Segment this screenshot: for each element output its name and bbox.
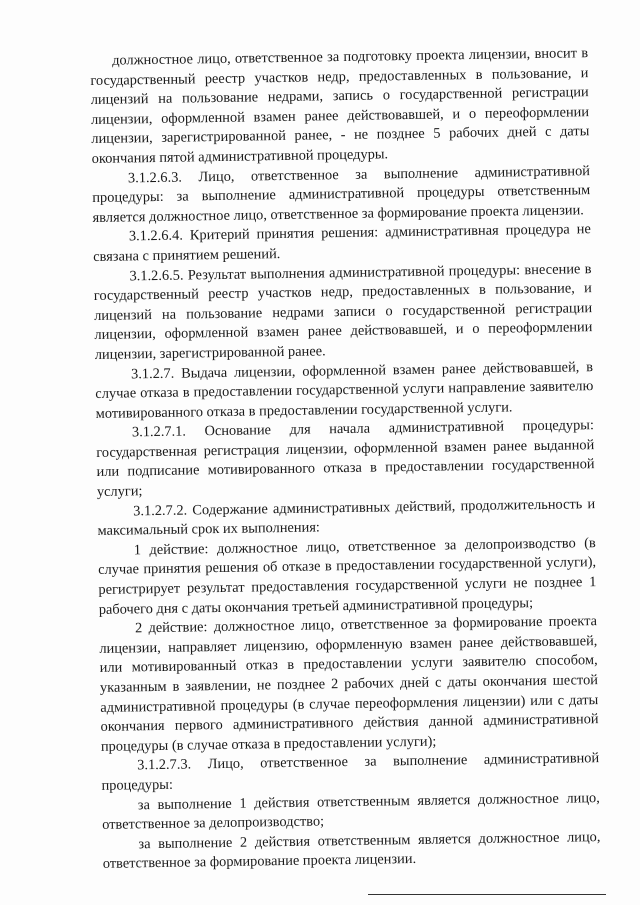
- paragraph: 2 действие: должностное лицо, ответственное за формирование проекта лицензии, направляет лицензию, оформленную взамен ранее действовавшей, или мотивированный отказ в предоставлении услуги заявителю способом, указанным в заявлении, не позднее 2 рабочих дней с даты окончания шестой административной процедуры (в случае переоформления лицензии) или с даты окончания первого административного действия данной административной процедуры (в случае отказа в предоставлении услуги);: [99, 613, 599, 755]
- paragraph: за выполнение 2 действия ответственным является должностное лицо, ответственное за формирование проекта лицензии.: [102, 828, 601, 873]
- paragraph: 3.1.2.7. Выдача лицензии, оформленной взамен ранее действовавшей, в случае отказа в предоставлении государственной услуги направление заявителю мотивированного отказа в предоставлении государственной услуги.: [95, 358, 594, 422]
- paragraph: 3.1.2.7.3. Лицо, ответственное за выполнение административной процедуры:: [101, 750, 600, 794]
- document-body: [90, 44, 601, 875]
- paragraph: 3.1.2.6.4. Критерий принятия решения: административная процедура не связана с принятием решений.: [93, 221, 591, 265]
- paragraph: 3.1.2.7.1. Основание для начала административной процедуры: государственная регистрация лицензии, оформленной взамен ранее выданной или подписание мотивированного отказа в предоставлении государственной услуги;: [96, 417, 595, 501]
- paragraph: 3.1.2.7.2. Содержание административных действий, продолжительность и максимальный срок их выполнения:: [97, 495, 596, 540]
- paragraph: за выполнение 1 действия ответственным является должностное лицо, ответственное за делопроизводство;: [102, 789, 600, 834]
- paragraph: 3.1.2.6.5. Результат выполнения административной процедуры: внесение в государственный реестр участков недр, предоставленных в пользование, и лицензий на пользование недрами записи о государственной регистрации лицензии, оформленной взамен ранее действовавшей, и о переоформлении лицензии, зарегистрированной ранее.: [93, 260, 593, 363]
- paragraph: должностное лицо, ответственное за подготовку проекта лицензии, вносит в государственный реестр участков недр, предоставленных в пользование, и лицензий на пользование недрами, запись о государственной регистрации лицензии, оформленной взамен ранее действовавшей, и о переоформлении лицензии, зарегистрированной ранее, - не позднее 5 рабочих дней с даты окончания пятой административной процедуры.: [90, 45, 590, 167]
- paragraph: 1 действие: должностное лицо, ответственное за делопроизводство (в случае принятия решения об отказе в предоставлении государственной услуги), регистрирует результат предоставления государственной услуги не позднее 1 рабочего дня с даты окончания третьей административной процедуры;: [98, 534, 597, 618]
- footer-rule: [368, 894, 606, 895]
- paragraph: 3.1.2.6.3. Лицо, ответственное за выполнение административной процедуры: за выполнение административной процедуры ответственным является должностное лицо, ответственное за формирование проекта лицензии.: [92, 162, 591, 226]
